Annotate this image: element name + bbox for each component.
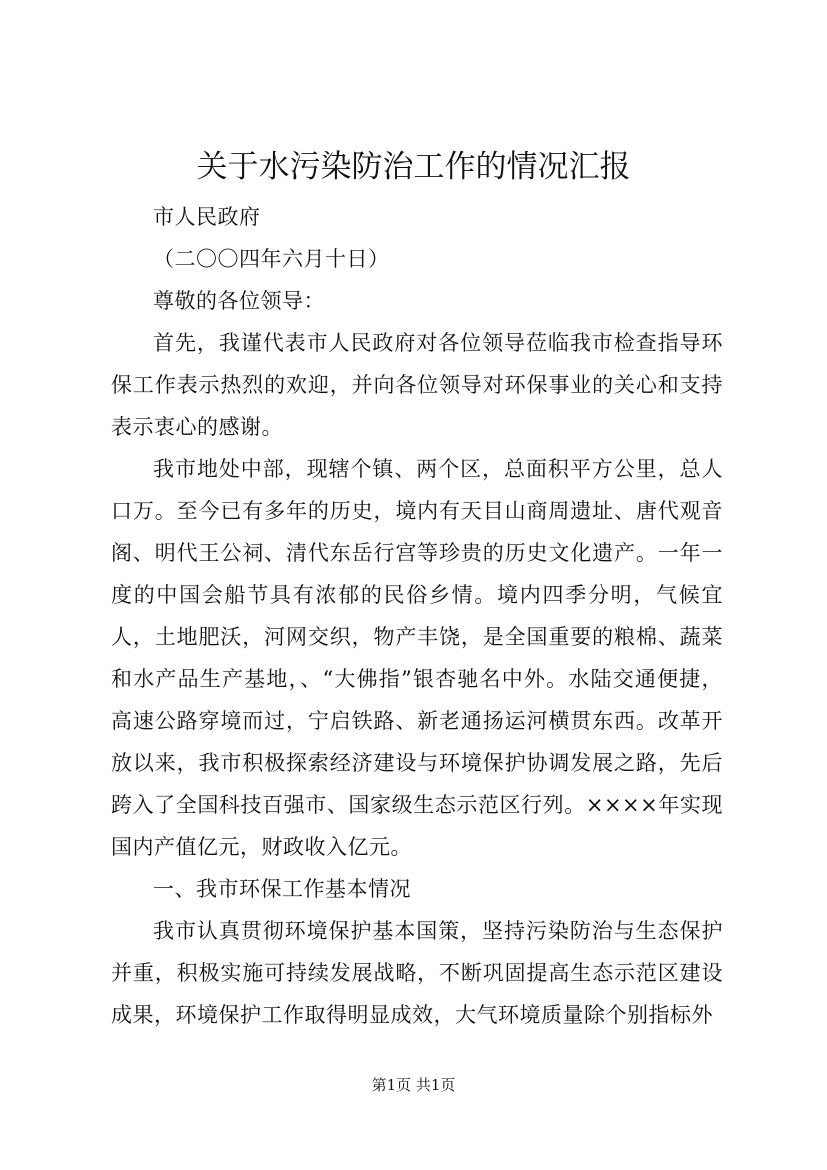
section-heading: 一、我市环保工作基本情况	[153, 877, 411, 901]
paragraph-date: （二〇〇四年六月十日）	[153, 247, 390, 271]
paragraph-city-overview: 我市地处中部，现辖个镇、两个区，总面积平方公里，总人口万。至今已有多年的历史，境内有天目山商周遗址、唐代观音阁、明代王公祠、清代东岳行宫等珍贵的历史文化遗产。一年一度的中国会船节具有浓郁的民俗乡情。境内四季分明，气候宜人，土地肥沃，河网交织，物产丰饶，是全国重要的粮棉、蔬菜和水产品生产基地，、“大佛指”银杏驰名中外。水陆交通便捷，高速公路穿境而过，宁启铁路、新老通扬运河横贯东西。改革开放以来，我市积极探索经济建设与环境保护协调发展之路，先后跨入了全国科技百强市、国家级生态示范区行列。××××年实现国内产值亿元，财政收入亿元。	[111, 457, 723, 859]
paragraph-welcome: 首先，我谨代表市人民政府对各位领导莅临我市检查指导环保工作表示热烈的欢迎，并向各位领导对环保事业的关心和支持表示衷心的感谢。	[111, 331, 723, 439]
document-body	[111, 196, 723, 1036]
paragraph-environment-status: 我市认真贯彻环境保护基本国策，坚持污染防治与生态保护并重，积极实施可持续发展战略，不断巩固提高生态示范区建设成果，环境保护工作取得明显成效，大气环境质量除个别指标外	[111, 919, 723, 1027]
page-footer: 第1页 共1页	[371, 1076, 456, 1094]
paragraph-salutation: 尊敬的各位领导：	[153, 289, 325, 313]
paragraph-issuer: 市人民政府	[153, 205, 261, 229]
document-title: 关于水污染防治工作的情况汇报	[196, 149, 631, 185]
